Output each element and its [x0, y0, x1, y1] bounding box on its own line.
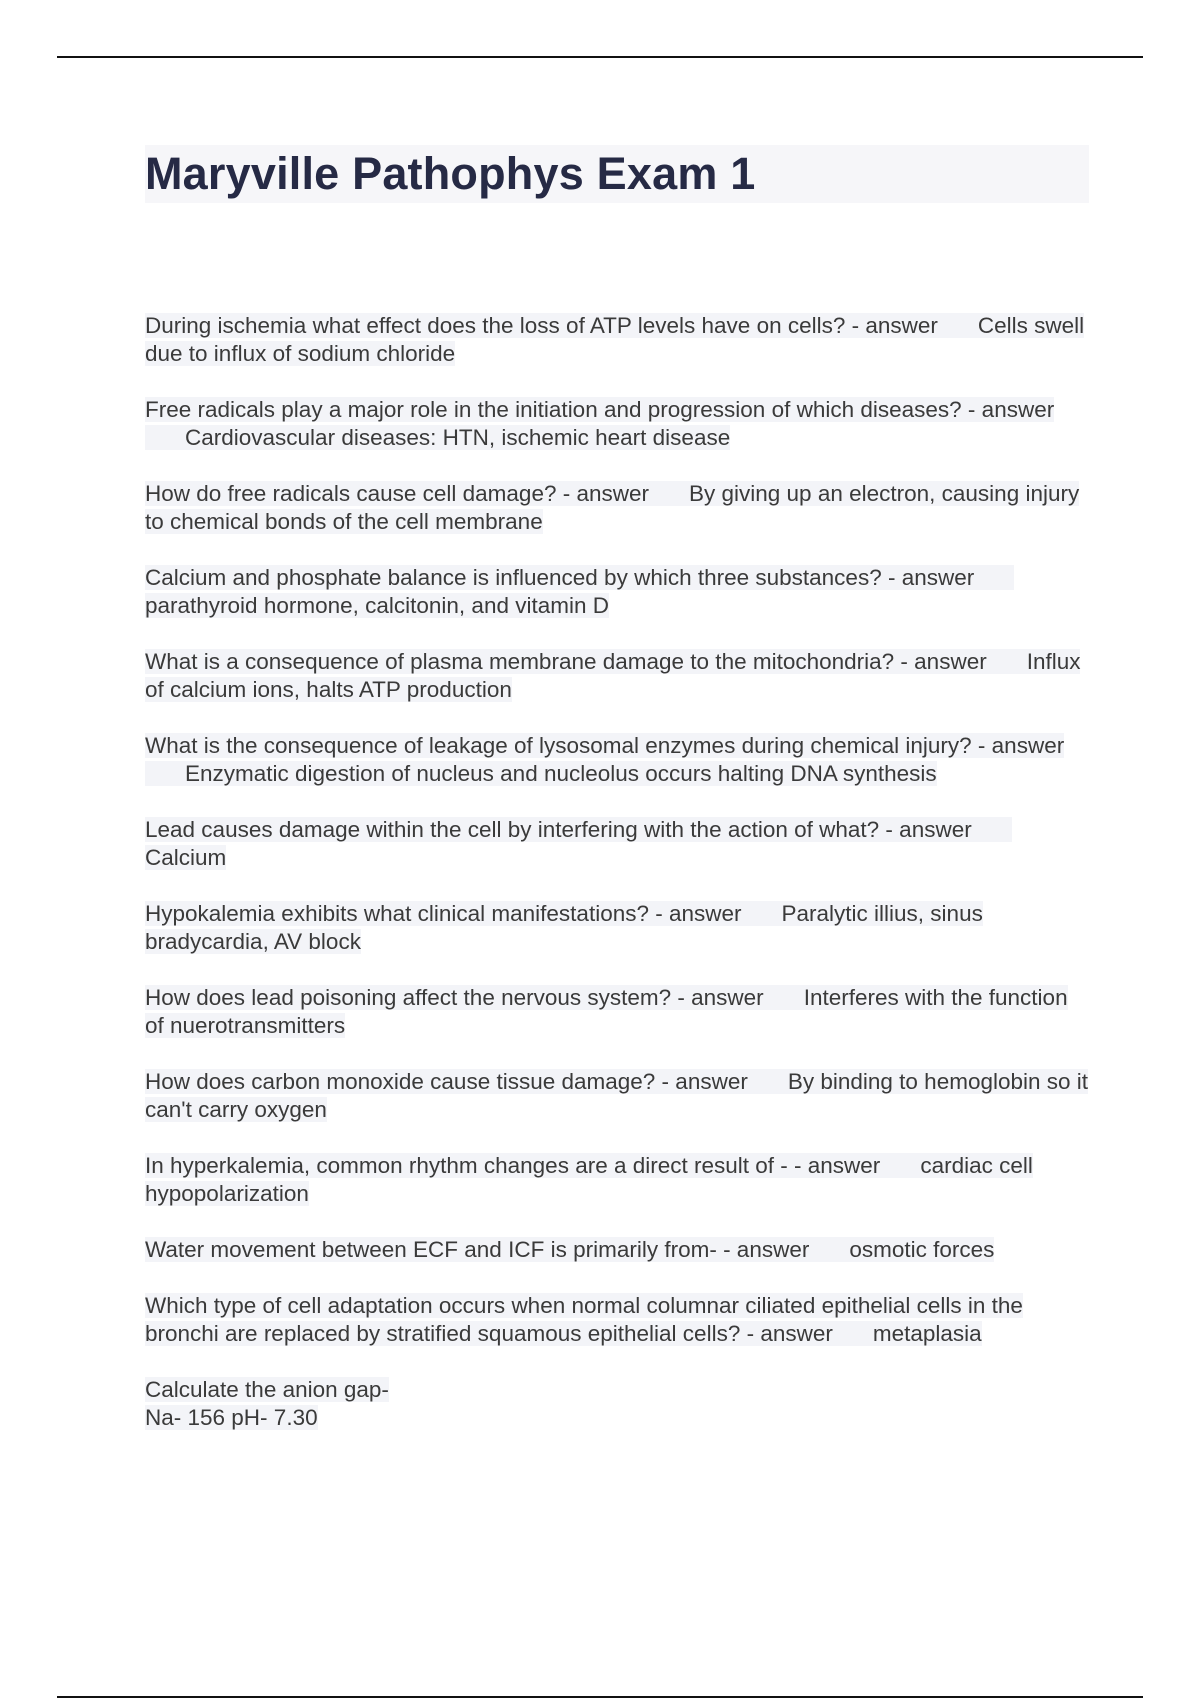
- top-rule: [57, 56, 1143, 58]
- answer-text: Cardiovascular diseases: HTN, ischemic heart disease: [185, 425, 731, 450]
- qa-item-last: [145, 1376, 1090, 1432]
- qa-list: [145, 312, 1090, 1460]
- question-text: What is the consequence of leakage of lysosomal enzymes during chemical injury? - answer: [145, 733, 1065, 758]
- question-text: Water movement between ECF and ICF is primarily from- - answer: [145, 1237, 810, 1262]
- answer-text: cardiac cell hypopolarization: [145, 1153, 1033, 1206]
- question-text: During ischemia what effect does the loss of ATP levels have on cells? - answer: [145, 313, 938, 338]
- answer-text: Cells swell due to influx of sodium chloride: [145, 313, 1085, 366]
- last-question-line-1: Calculate the anion gap-: [145, 1377, 389, 1402]
- answer-text: Influx of calcium ions, halts ATP production: [145, 649, 1081, 702]
- question-text: How does carbon monoxide cause tissue damage? - answer: [145, 1069, 748, 1094]
- qa-item: [145, 1152, 1090, 1208]
- question-text: How do free radicals cause cell damage? - answer: [145, 481, 649, 506]
- question-text: Hypokalemia exhibits what clinical manifestations? - answer: [145, 901, 742, 926]
- answer-text: Paralytic illius, sinus bradycardia, AV block: [145, 901, 983, 954]
- answer-text: parathyroid hormone, calcitonin, and vitamin D: [145, 593, 609, 618]
- qa-item: [145, 732, 1090, 788]
- last-question-line-2: Na- 156 pH- 7.30: [145, 1405, 318, 1430]
- qa-item: [145, 816, 1090, 872]
- question-text: What is a consequence of plasma membrane damage to the mitochondria? - answer: [145, 649, 987, 674]
- question-text: Calcium and phosphate balance is influenced by which three substances? - answer: [145, 565, 975, 590]
- question-text: How does lead poisoning affect the nervous system? - answer: [145, 985, 764, 1010]
- question-text: In hyperkalemia, common rhythm changes are a direct result of - - answer: [145, 1153, 881, 1178]
- answer-text: metaplasia: [872, 1321, 982, 1346]
- qa-item: [145, 312, 1090, 368]
- qa-item: [145, 564, 1090, 620]
- qa-item: [145, 1068, 1090, 1124]
- qa-item: [145, 900, 1090, 956]
- qa-item: [145, 1292, 1090, 1348]
- qa-item: [145, 984, 1090, 1040]
- qa-item: [145, 480, 1090, 536]
- answer-text: Calcium: [145, 845, 227, 870]
- question-text: Free radicals play a major role in the initiation and progression of which diseases? - answer: [145, 397, 1055, 422]
- answer-text: By binding to hemoglobin so it can't carry oxygen: [145, 1069, 1089, 1122]
- answer-text: By giving up an electron, causing injury to chemical bonds of the cell membrane: [145, 481, 1080, 534]
- bottom-rule: [57, 1696, 1143, 1698]
- question-text: Lead causes damage within the cell by interfering with the action of what? - answer: [145, 817, 972, 842]
- answer-text: osmotic forces: [849, 1237, 995, 1262]
- answer-text: Interferes with the function of nuerotransmitters: [145, 985, 1068, 1038]
- question-text: Which type of cell adaptation occurs when normal columnar ciliated epithelial cells in the bronchi are replaced by stratified squamous epithelial cells? - answer: [145, 1293, 1023, 1346]
- qa-item: [145, 648, 1090, 704]
- page-title: Maryville Pathophys Exam 1: [145, 148, 756, 199]
- qa-item: [145, 1236, 1090, 1264]
- qa-item: [145, 396, 1090, 452]
- answer-text: Enzymatic digestion of nucleus and nucleolus occurs halting DNA synthesis: [185, 761, 937, 786]
